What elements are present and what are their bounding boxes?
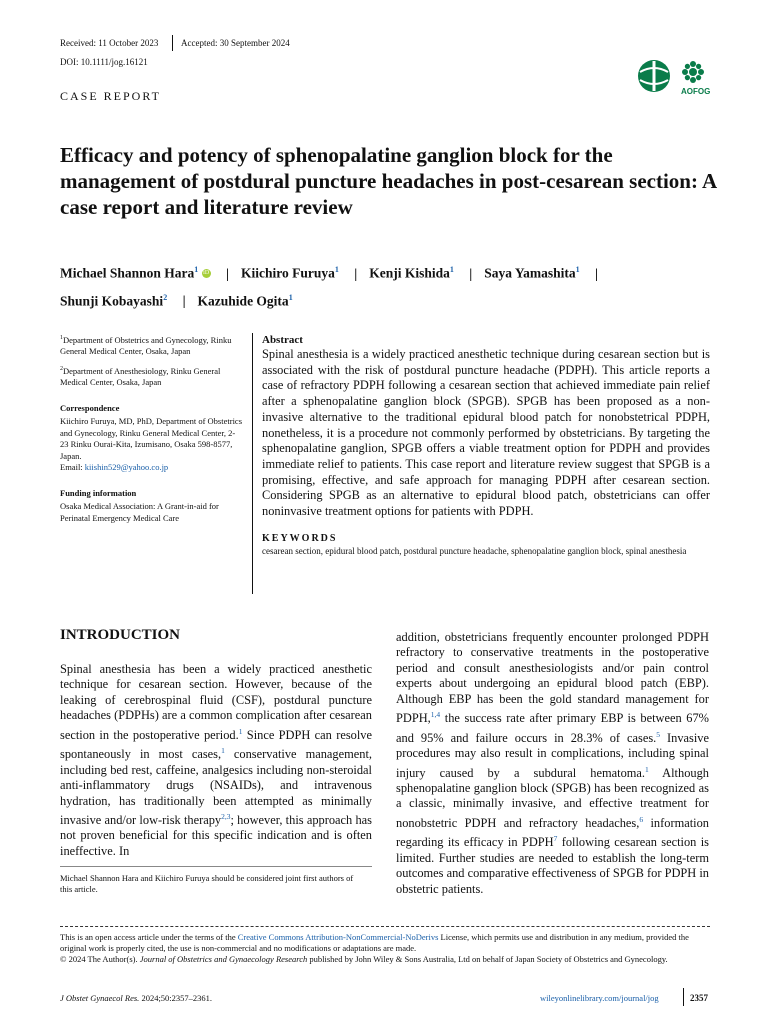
received-date: Received: 11 October 2023 <box>60 38 159 48</box>
keywords-text: cesarean section, epidural blood patch, postdural puncture headache, sphenopalatine ganglion block, spinal anesthesia <box>262 545 687 556</box>
author-name[interactable]: Kazuhide Ogita <box>197 293 289 308</box>
introduction-column-2: addition, obstetricians frequently encounter prolonged PDPH refractory to conservative treatments in the postoperative period and consult anesthesiologists and/or pain control experts about undergoing an epidural blood patch (EBP). Although EBP has been the gold standard management for PDPH,$^{1,4}$ the success rate after primary EBP is between 67% and 95% and failure occurs in 28.3% of cases.$^5$ Invasive procedures may also result in complications, including spinal injury caused by a subdural hematoma.$^1$ Although sphenopalatine ganglion block (SPGB) has been recognized as a classic, minimally invasive, and effective treatment for nonobstetric PDPH and refractory headaches,$^6$ information regarding its efficacy in PDPH$^7$ following cesarean section is limited. Further studies are needed to establish the long-term outcomes and comparative effectiveness of SPGB for PDPH in obstetric patients. <box>396 630 709 896</box>
journal-website-link[interactable]: wileyonlinelibrary.com/journal/jog <box>540 993 659 1003</box>
author-name[interactable]: Michael Shannon Hara <box>60 265 195 281</box>
affiliation-marker[interactable]: 1 <box>334 265 339 274</box>
author-name[interactable]: Kiichiro Furuya <box>241 265 335 281</box>
introduction-heading: INTRODUCTION <box>60 627 181 643</box>
abstract-body: Spinal anesthesia is a widely practiced anesthetic technique during cesarean section but is associated with the risk of postdural puncture headache (PDPH). This article reports a case of refractory PDPH following a cesarean section that achieved immediate pain relief after a sphenopalatine ganglion block (SPGB). SPGB has been proposed as a non-invasive alternative to the traditional epidural blood patch for nonobstetrical PDPH, nonetheless, it is a procedure not commonly performed by obstetricians. By targeting the sphenopalatine ganglion, SPGB offers a viable treatment option for PDPH and provides immediate relief to patients. This case report and literature review suggest that SPGB is a promising, effective, and safe approach for managing PDPH after cesarean section. Considering SPGB as an alternative to epidural blood patch, obstetricians can offer noninvasive treatment options for patients with PDPH. <box>262 347 710 519</box>
citation-link[interactable]: 1 <box>221 746 225 756</box>
footer-citation: J Obstet Gynaecol Res. 2024;50:2357–2361. <box>60 993 213 1003</box>
license-divider <box>60 926 710 927</box>
citation-link[interactable]: 5 <box>656 729 661 739</box>
funding-heading: Funding information <box>60 487 137 498</box>
introduction-column-1: Spinal anesthesia has been a widely practiced anesthetic technique for cesarean section. However, because of the leaking of cerebrospinal fluid (CSF), postdural puncture headaches (PDPHs) are a common complication after cesarean section in the postoperative period.$^1$ Since PDPH can resolve spontaneously in most cases,$^1$ conservative management, including bed rest, caffeine, analgesics including non-steroidal anti-inflammatory drugs (NSAIDs), and intravenous hydration, has traditionally been attempted as minimally invasive and/or low-risk therapy$^{2,3}$; however, this approach has not proven beneficial for this specific indication and is often ineffective. In <box>60 662 372 858</box>
doi[interactable]: DOI: 10.1111/jog.16121 <box>60 57 148 67</box>
affiliation-marker[interactable]: 1 <box>575 265 580 274</box>
email-link[interactable]: kiishin529@yahoo.co.jp <box>84 462 169 473</box>
citation-link[interactable]: 1 <box>645 764 649 774</box>
license-link[interactable]: Creative Commons Attribution-NonCommercial-NoDerivs <box>237 932 439 942</box>
affiliation-marker[interactable]: 1 <box>288 292 293 302</box>
affiliation-marker[interactable]: 1 <box>449 265 454 274</box>
accepted-date: Accepted: 30 September 2024 <box>181 38 290 48</box>
journal-logo <box>636 58 714 98</box>
affiliation-2: $^2$Department of Anesthesiology, Rinku General Medical Center, Osaka, Japan <box>60 365 221 388</box>
affiliation-marker[interactable]: 1 <box>194 265 199 274</box>
article-title: Efficacy and potency of sphenopalatine ganglion block for the management of postdural puncture headaches in post-cesarean section: A case report and literature review <box>60 143 717 219</box>
aofog-logo-text: AOFOG <box>681 87 711 96</box>
funding-text: Osaka Medical Association: A Grant-in-aid for Perinatal Emergency Medical Care <box>60 501 219 523</box>
correspondence-heading: Correspondence <box>60 402 120 413</box>
license-block: This is an open access article under the terms of the Creative Commons Attribution-NonCommercial-NoDerivs License, which permits use and distribution in any medium, provided the original work is properly cited, the use is non-commercial and no modifications or adaptations are made. © 2024 The Author(s). Journal of Obstetrics and Gynaecology Research published by John Wiley & Sons Australia, Ltd on behalf of Japan Society of Obstetrics and Gynecology. <box>60 932 689 964</box>
affiliation-1: $^1$Department of Obstetrics and Gynecology, Rinku General Medical Center, Osaka, Japan <box>60 334 232 357</box>
citation-link[interactable]: 6 <box>639 814 644 824</box>
citation-link[interactable]: 1,4 <box>430 710 441 720</box>
abstract-divider <box>252 333 253 594</box>
abstract-heading: Abstract <box>262 334 303 346</box>
journal-name: Journal of Obstetrics and Gynaecology Research <box>139 954 308 964</box>
footer-divider <box>683 988 684 1006</box>
author-list: Michael Shannon Hara$^1$ iD | Kiichiro Furuya$^1$ | Kenji Kishida$^1$ | Saya Yamashita$^1$ | Shunji Kobayashi$^2$ | Kazuhide Ogita$^1$ <box>60 265 599 308</box>
page-number: 2357 <box>690 993 708 1003</box>
keywords-heading: KEYWORDS <box>262 532 338 544</box>
author-name[interactable]: Saya Yamashita <box>484 265 576 281</box>
footnote-divider <box>60 866 372 867</box>
author-name[interactable]: Kenji Kishida <box>369 265 450 281</box>
article-type: CASE REPORT <box>60 89 161 103</box>
footnote: Michael Shannon Hara and Kiichiro Furuya should be considered joint first authors of this article. <box>60 873 354 894</box>
abstract-section <box>262 333 710 557</box>
author-name[interactable]: Shunji Kobayashi <box>60 293 164 308</box>
header-divider <box>172 35 173 51</box>
orcid-icon[interactable]: iD <box>203 269 210 276</box>
correspondence-text: Kiichiro Furuya, MD, PhD, Department of Obstetrics and Gynecology, Rinku General Medical Center, 2-23 Rinku Ourai-Kita, Izumisano, Osaka 598-8577, Japan. Email: kiishin529@yahoo.co.jp <box>60 416 243 473</box>
citation-link[interactable]: 7 <box>553 834 558 844</box>
citation-link[interactable]: 2,3 <box>221 811 231 821</box>
affiliation-marker[interactable]: 2 <box>163 292 168 302</box>
citation-link[interactable]: 1 <box>238 726 243 736</box>
article-info-sidebar <box>60 333 242 530</box>
